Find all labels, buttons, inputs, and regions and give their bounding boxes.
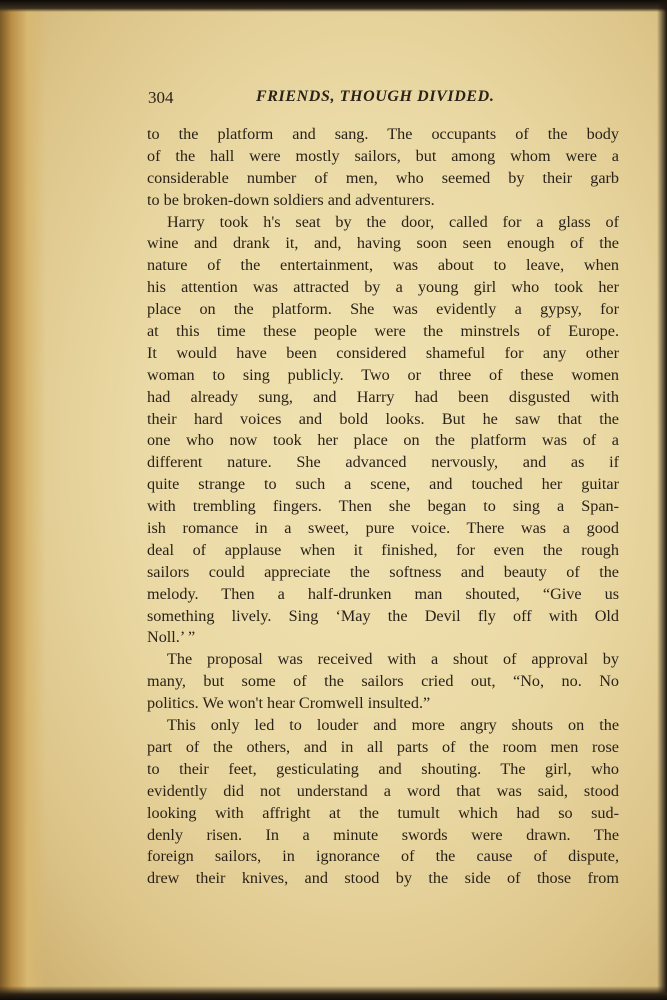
body-text <box>147 124 619 890</box>
text-line: melody. Then a half-drunken man shouted, “Give us <box>147 584 619 603</box>
text-line: to the platform and sang. The occupants of the body <box>147 125 619 143</box>
text-line: It would have been considered shameful for any other <box>147 343 619 362</box>
text-line: to their feet, gesticulating and shouting. The girl, who <box>147 759 619 778</box>
text-line: wine and drank it, and, having soon seen enough of the <box>147 234 619 253</box>
text-line: considerable number of men, who seemed by their garb <box>147 168 619 187</box>
text-line: something lively. Sing ‘May the Devil fly off with Old <box>147 606 619 625</box>
text-line: woman to sing publicly. Two or three of these women <box>147 365 619 384</box>
text-line: with trembling fingers. Then she began to sing a Span- <box>147 497 619 516</box>
text-line: sailors could appreciate the softness and beauty of the <box>147 562 619 581</box>
right-edge-shadow <box>657 0 667 1000</box>
text-line: ish romance in a sweet, pure voice. There was a good <box>147 519 619 538</box>
text-line: foreign sailors, in ignorance of the cause of dispute, <box>147 847 619 866</box>
text-line: one who now took her place on the platform was of a <box>147 431 619 450</box>
text-line: evidently did not understand a word that was said, stood <box>147 781 619 800</box>
text-line: part of the others, and in all parts of the room men rose <box>147 737 619 756</box>
text-line: politics. We won't hear Cromwell insulted.” <box>147 694 431 713</box>
text-line: had already sung, and Harry had been disgusted with <box>147 387 619 406</box>
text-line: nature of the entertainment, was about to leave, when <box>147 256 619 275</box>
text-line: quite strange to such a scene, and touched her guitar <box>147 475 619 494</box>
page-header <box>148 88 618 110</box>
text-line: deal of applause when it finished, for even the rough <box>147 540 619 559</box>
text-line: many, but some of the sailors cried out, “No, no. No <box>147 672 619 691</box>
top-edge-shadow <box>0 0 667 12</box>
running-title: FRIENDS, THOUGH DIVIDED. <box>256 88 495 105</box>
text-line: The proposal was received with a shout of approval by <box>167 650 619 669</box>
text-line: drew their knives, and stood by the side of those from <box>147 869 619 888</box>
text-line: different nature. She advanced nervously, and as if <box>147 453 619 472</box>
text-line: his attention was attracted by a young girl who took her <box>147 278 619 297</box>
text-line: at this time these people were the minstrels of Europe. <box>147 322 619 341</box>
page-number: 304 <box>148 88 174 107</box>
bottom-edge-shadow <box>0 986 667 1000</box>
text-line: denly risen. In a minute swords were drawn. The <box>147 825 619 844</box>
text-line: Noll.’ ” <box>147 628 196 647</box>
text-line: to be broken-down soldiers and adventurers. <box>147 190 435 209</box>
text-line: of the hall were mostly sailors, but among whom were a <box>147 146 619 165</box>
text-line: their hard voices and bold looks. But he saw that the <box>147 409 619 428</box>
spine-shadow <box>0 0 46 1000</box>
text-line: place on the platform. She was evidently a gypsy, for <box>147 300 619 319</box>
text-line: This only led to louder and more angry shouts on the <box>167 716 619 735</box>
text-line: looking with affright at the tumult which had so sud- <box>147 803 619 822</box>
text-line: Harry took h's seat by the door, called for a glass of <box>167 212 619 231</box>
